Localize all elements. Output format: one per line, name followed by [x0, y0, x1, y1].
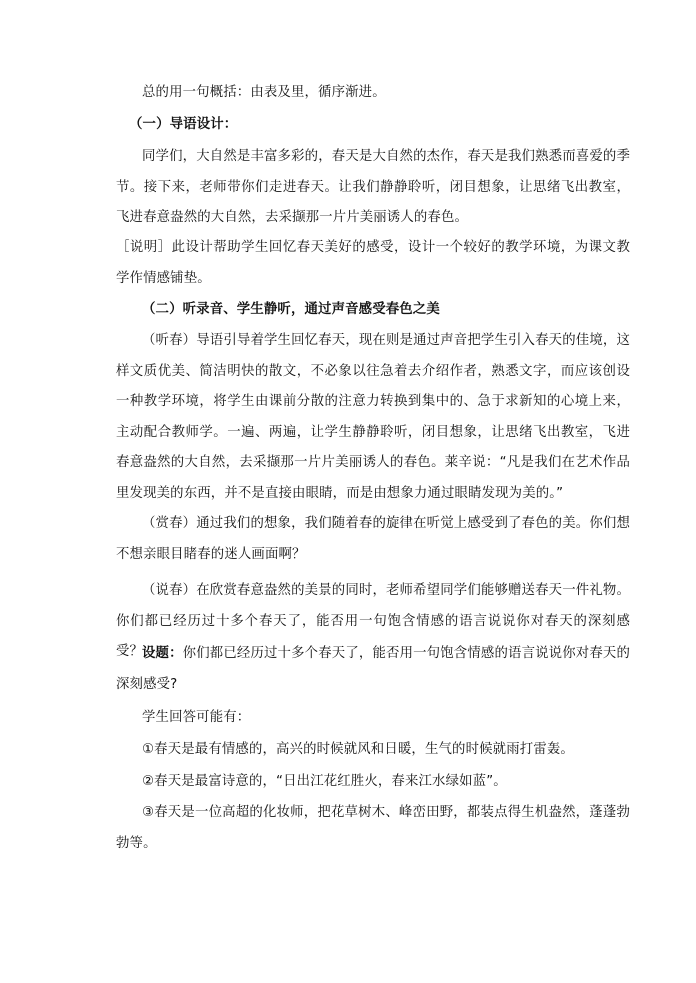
- question-label: 设题：: [142, 646, 183, 661]
- intro-paragraph: 同学们，大自然是丰富多彩的，春天是大自然的杰作，春天是我们熟悉而喜爱的季节。接下来，老师带你们走进春天。让我们静静聆听，闭目想象，让思绪飞出教室，飞进春意盎然的大自然，去采撷那一片片美丽诱人的春色。: [116, 149, 630, 225]
- section-heading-listen: （二）听录音、学生静听，通过声音感受春色之美: [142, 302, 440, 317]
- answers-intro: 学生回答可能有：: [142, 710, 251, 725]
- section-heading-intro: （一）导语设计：: [129, 117, 238, 132]
- speak-paragraph: （说春）在欣赏春意盎然的美景的同时，老师希望同学们能够赠送春天一件礼物。你们都已经历过十多个春天了，能否用一句饱含情感的语言说说你对春天的深刻感受？: [116, 583, 630, 659]
- appreciate-paragraph: （赏春）通过我们的想象，我们随着春的旋律在听觉上感受到了春色的美。你们想不想亲眼目睹春的迷人画面啊？: [116, 516, 630, 562]
- listen-paragraph: （听春）导语引导着学生回忆春天，现在则是通过声音把学生引入春天的佳境，这样文质优美、简洁明快的散文，不必象以往急着去介绍作者，熟悉文字，而应该创设一种教学环境，将学生由课前分散的注意力转换到集中的、急于求新知的心境上来，主动配合教师学。一遍、两遍，让学生静静聆听，闭目想象，让思绪飞出教室，飞进春意盎然的大自然，去采撷那一片片美丽诱人的春色。莱辛说：“凡是我们在艺术作品里发现美的东西，并不是直接由眼睛，而是由想象力通过眼睛发现为美的。”: [116, 333, 630, 501]
- answer-item-2: ②春天是最富诗意的，“日出江花红胜火，春来江水绿如蓝”。: [142, 774, 507, 789]
- summary-paragraph: 总的用一句概括：由表及里，循序渐进。: [142, 85, 386, 100]
- note-paragraph: ［说明］此设计帮助学生回忆春天美好的感受，设计一个较好的教学环境，为课文教学作情感铺垫。: [116, 240, 630, 286]
- question-text: 你们都已经历过十多个春天了，能否用一句饱含情感的语言说说你对春天的深刻感受?: [116, 646, 630, 692]
- answer-item-3: ③春天是一位高超的化妆师，把花草树木、峰峦田野，都装点得生机盎然，蓬蓬勃勃等。: [116, 805, 630, 851]
- question-paragraph: [116, 639, 630, 700]
- answer-item-1: ①春天是最有情感的，高兴的时候就风和日暖，生气的时候就雨打雷轰。: [142, 742, 574, 757]
